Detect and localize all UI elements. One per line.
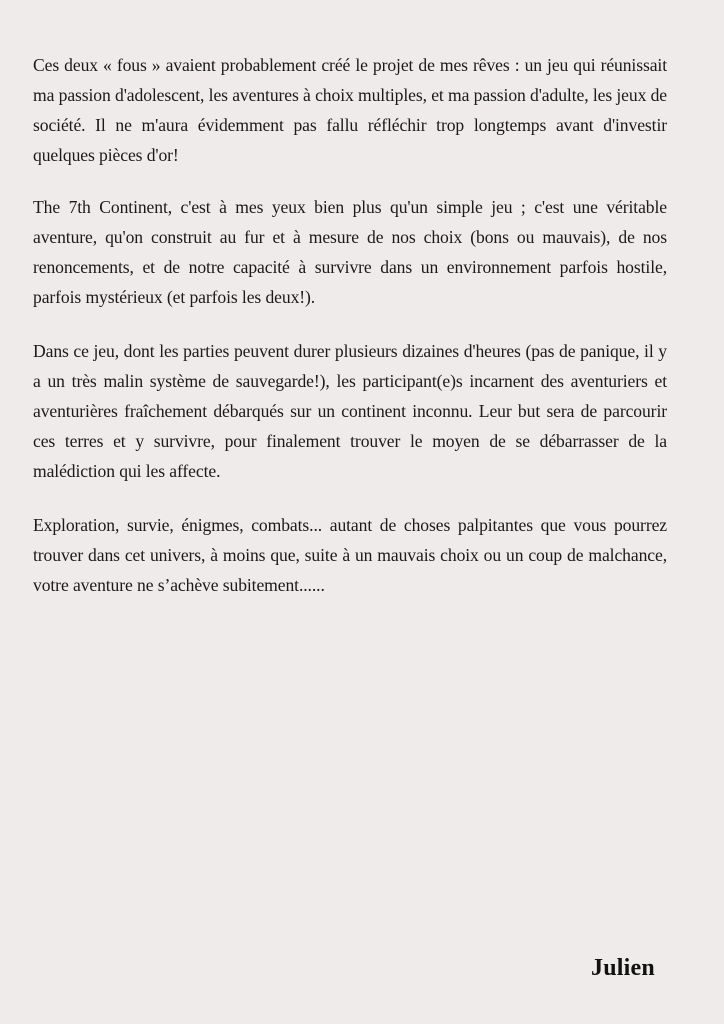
paragraph-conclusion: Exploration, survie, énigmes, combats... autant de choses palpitantes que vous pourrez trouver dans cet univers, à moins que, suite à un mauvais choix ou un coup de malchance, votre aventure ne s’achève subitement......: [33, 515, 667, 595]
paragraph-game-description: The 7th Continent, c'est à mes yeux bien plus qu'un simple jeu ; c'est une véritable aventure, qu'on construit au fur et à mesure de nos choix (bons ou mauvais), de nos renoncements, et de notre capacité à survivre dans un environnement parfois hostile, parfois mystérieux (et parfois les deux!).: [33, 197, 667, 307]
author-signature: Julien: [591, 955, 655, 981]
document-body: [33, 50, 667, 625]
paragraph-gameplay: Dans ce jeu, dont les parties peuvent durer plusieurs dizaines d'heures (pas de panique, il y a un très malin système de sauvegarde!), les participant(e)s incarnent des aventuriers et aventurières fraîchement débarqués sur un continent inconnu. Leur but sera de parcourir ces terres et y survivre, pour finalement trouver le moyen de se débarrasser de la malédiction qui les affecte.: [33, 341, 667, 481]
paragraph-intro: Ces deux « fous » avaient probablement créé le projet de mes rêves : un jeu qui réunissait ma passion d'adolescent, les aventures à choix multiples, et ma passion d'adulte, les jeux de société. Il ne m'aura évidemment pas fallu réfléchir trop longtemps avant d'investir quelques pièces d'or!: [33, 55, 667, 165]
